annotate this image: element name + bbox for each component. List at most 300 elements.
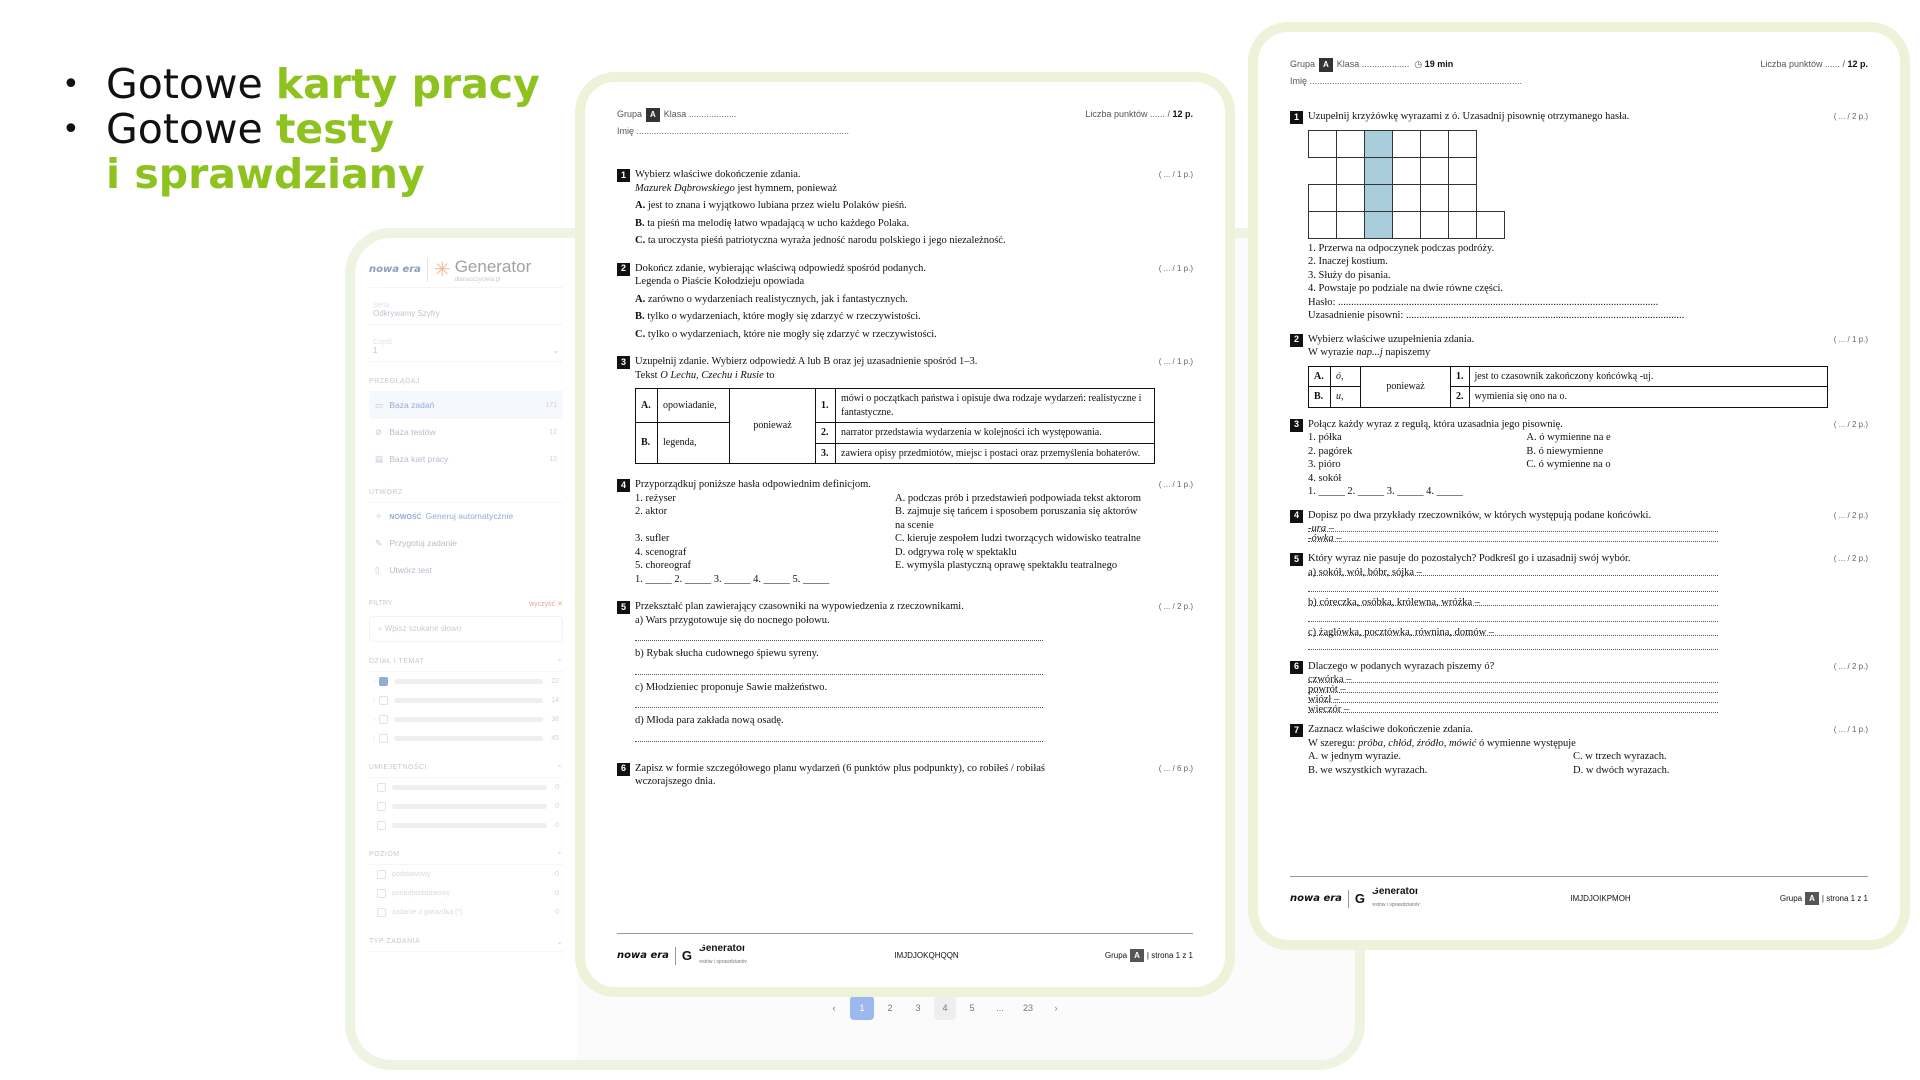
checkbox[interactable]	[377, 908, 386, 917]
document-icon: ▯	[375, 565, 380, 575]
question	[1290, 333, 1868, 408]
generator-logo-icon: G	[681, 947, 693, 963]
points-label: Liczba punktów ...... /	[1760, 59, 1845, 69]
crossword-cell	[1420, 157, 1449, 185]
question-points: ( ... / 1 p.)	[1833, 334, 1868, 344]
option-label: C.	[635, 328, 646, 340]
series-select[interactable]	[369, 296, 563, 325]
section-topic-label: DZIAŁ I TEMAT	[369, 658, 425, 665]
match-term: 1. reżyser	[635, 492, 676, 504]
question-text: Wybierz właściwe dokończenie zdania.	[635, 169, 801, 180]
question-number: 2	[617, 263, 630, 276]
match-item: 1. półka	[1308, 432, 1342, 443]
question-number: 3	[617, 356, 630, 369]
checkbox[interactable]	[377, 889, 386, 898]
answer-table	[635, 388, 1155, 464]
clock-icon: ◷	[1414, 59, 1423, 69]
generator-logo-icon: G	[1354, 890, 1366, 906]
page-ellipsis: ...	[996, 1003, 1004, 1013]
question-number: 3	[1290, 419, 1303, 432]
crossword-cell	[1336, 184, 1365, 212]
headline-line-1	[62, 62, 540, 107]
option-label: A.	[635, 200, 646, 211]
generator-sub: testów i sprawdzianów	[698, 958, 749, 965]
option-text: legenda,	[658, 423, 730, 464]
question-number: 5	[1290, 553, 1303, 566]
sheet-header	[1290, 58, 1868, 72]
section-type-label: TYP ZADANIA	[369, 938, 421, 945]
answer-line	[635, 661, 1043, 675]
checkbox[interactable]	[377, 870, 386, 879]
topic-row[interactable]	[369, 672, 563, 691]
question-text: Wybierz właściwe uzupełnienia zdania.	[1308, 333, 1475, 345]
group-label: Grupa	[1779, 893, 1803, 903]
series-label: Seria	[373, 302, 390, 309]
section-create: UTWÓRZ	[369, 489, 563, 503]
option: D. w dwóch wyrazach.	[1573, 764, 1670, 776]
section-browse: PRZEGLĄDAJ	[369, 378, 563, 392]
question-text: Który wyraz nie pasuje do pozostałych? Podkreśl go i uzasadnij swój wybór.	[1308, 553, 1631, 564]
question-italic: O Lechu, Czechu i Rusie	[660, 369, 764, 381]
headline-text: Gotowe	[106, 60, 276, 108]
divider	[427, 258, 428, 282]
crossword-cell	[1392, 211, 1421, 239]
series-value: Odkrywamy Szyfry	[373, 309, 440, 318]
group-label: Grupa	[1290, 59, 1316, 69]
new-badge: NOWOŚĆ	[389, 514, 422, 521]
sidebar-item-count: 12	[549, 429, 557, 436]
match-rule: B. ó niewymienne	[1526, 445, 1604, 457]
topic-label-blurred	[394, 698, 543, 703]
option: B. we wszystkich wyrazach.	[1308, 764, 1428, 776]
question	[617, 262, 1193, 342]
option-text: ta pieśń ma melodię łatwo wpadającą w ucho każdego Polaka.	[647, 217, 910, 229]
checkbox[interactable]	[377, 802, 386, 811]
checkbox[interactable]	[379, 696, 388, 705]
bullet: •	[62, 112, 80, 147]
topic-count: 38	[551, 716, 559, 723]
topic-count: 22	[551, 678, 559, 685]
question-text: Uzupełnij zdanie. Wybierz odpowiedź A lub B oraz jej uzasadnienie spośród 1–3.	[635, 356, 978, 367]
sidebar-item-label: Baza zadań	[389, 400, 435, 410]
sidebar-item-label: Utwórz test	[389, 565, 432, 575]
level-label: ponadpodstawowy	[392, 890, 450, 897]
skill-row[interactable]	[369, 797, 563, 816]
answer-line: Uzasadnienie pisowni: ..........................................................................................................	[1308, 310, 1685, 321]
answer-line	[1308, 703, 1718, 713]
plan-item: c) Młodzieniec proponuje Sawie małżeństwo.	[635, 681, 828, 693]
crossword-cell	[1420, 211, 1449, 239]
page-button[interactable]: 2	[887, 1003, 893, 1013]
match-grid	[635, 492, 1193, 573]
crossword-cell	[1336, 157, 1365, 185]
clue: 4. Powstaje po podziale na dwie równe części.	[1308, 283, 1504, 294]
part-select[interactable]	[369, 333, 563, 362]
headline-line-2	[62, 107, 540, 152]
pagination	[820, 996, 1070, 1020]
question-number: 5	[617, 601, 630, 614]
question-number: 6	[1290, 661, 1303, 674]
answer-prefix: -ówka –	[1308, 533, 1342, 544]
option	[635, 234, 1193, 248]
option-text: tylko o wydarzeniach, które nie mogły się zdarzyć w rzeczywistości.	[647, 328, 937, 340]
question-text: Dlaczego w podanych wyrazach piszemy ó?	[1308, 660, 1495, 672]
checkbox[interactable]	[379, 734, 388, 743]
filters-header	[369, 600, 563, 608]
sheet-footer	[617, 933, 1193, 969]
match-item: 3. pióro	[1308, 459, 1341, 470]
match-columns	[1308, 431, 1728, 485]
sheet-code: IMJDJOIKPMOH	[1570, 893, 1631, 903]
group-badge: A	[1319, 58, 1333, 72]
question-text: napiszemy	[1382, 347, 1431, 358]
answer-line	[635, 627, 1043, 641]
reason-text: wymienia się ono na o.	[1469, 387, 1828, 408]
chevron-down-icon[interactable]: ⌄	[556, 939, 563, 946]
points-label: Liczba punktów ...... /	[1085, 109, 1170, 119]
next-page-button[interactable]: ›	[1054, 1003, 1058, 1013]
option-text: tylko o wydarzeniach, które mogły się zdarzyć w rzeczywistości.	[647, 311, 921, 322]
level-row[interactable]	[369, 884, 563, 903]
skill-label-blurred	[392, 823, 547, 828]
option-text: opowiadanie,	[658, 389, 730, 423]
sidebar-item-create-test[interactable]	[369, 557, 563, 584]
crossword-cell	[1448, 211, 1477, 239]
question	[617, 168, 1193, 248]
question-points: ( ... / 2 p.)	[1833, 554, 1868, 563]
database-icon: ▭	[375, 400, 384, 410]
page-button[interactable]: 3	[915, 1003, 921, 1013]
crossword-cell	[1448, 130, 1477, 158]
sidebar-item-baza-kart-pracy[interactable]	[369, 446, 563, 473]
sidebar-item-label: Generuj automatycznie	[425, 511, 514, 521]
question	[1290, 660, 1868, 714]
option	[635, 217, 1193, 231]
question-text: Uzupełnij krzyżówkę wyrazami z ó. Uzasadnij pisownię otrzymanego hasła.	[1308, 111, 1630, 122]
checkbox[interactable]	[379, 677, 388, 686]
option: A. w jednym wyrazie.	[1308, 751, 1402, 762]
match-term: 3. sufler	[635, 533, 670, 544]
answer-prefix: b) córeczka, osóbka, królewna, wróżka –	[1308, 596, 1481, 608]
clue: 3. Służy do pisania.	[1308, 269, 1391, 281]
headline-line-3: i sprawdziany	[106, 150, 425, 198]
crossword-cell	[1448, 184, 1477, 212]
skill-row[interactable]	[369, 816, 563, 835]
answer-prefix: powrót –	[1308, 684, 1346, 695]
option-text: ta uroczysta pieśń patriotyczna wyraża jedność narodu polskiego i jego niezależność.	[647, 235, 1006, 246]
option-label: A.	[635, 293, 646, 305]
skill-label-blurred	[392, 785, 547, 790]
name-field: Imię .....................................................................................	[617, 125, 850, 136]
question-points: ( ... / 1 p.)	[1833, 725, 1868, 734]
skill-row[interactable]	[369, 778, 563, 797]
tests-icon: ⊘	[375, 427, 383, 437]
question	[617, 478, 1193, 586]
nowa-era-logo: nowa era	[369, 264, 421, 275]
footer-logo	[617, 942, 748, 969]
chevron-right-icon: ›	[373, 735, 376, 742]
class-field: Klasa ...................	[663, 109, 737, 119]
sidebar-item-count: 171	[545, 402, 557, 409]
question-text: Przekształć plan zawierający czasowniki na wypowiedzenia z rzeczownikami.	[635, 601, 964, 612]
chevron-down-icon: ⌄	[552, 346, 559, 355]
topic-row[interactable]	[369, 729, 563, 748]
checkbox[interactable]	[377, 783, 386, 792]
points-total: 12 p.	[1172, 109, 1193, 119]
crossword-cell	[1448, 157, 1477, 185]
chevron-right-icon: ›	[373, 697, 376, 704]
answer-line	[635, 728, 1043, 742]
question-text: jest hymnem, ponieważ	[734, 182, 837, 194]
topic-count: 14	[551, 697, 559, 704]
answer-prefix: wiózł –	[1308, 694, 1340, 705]
option-label: B.	[635, 311, 645, 322]
section-skills-label: UMIEJĘTNOŚCI	[369, 764, 428, 771]
search-input[interactable]	[369, 616, 563, 642]
reason-text: jest to czasownik zakończony końcówką -uj.	[1469, 366, 1828, 387]
generator-brand	[434, 257, 531, 283]
question-text: Przyporządkuj poniższe hasła odpowiednim definicjom.	[635, 479, 871, 490]
page-button[interactable]: 4	[934, 996, 956, 1020]
question-number: 4	[1290, 510, 1303, 523]
question-text: Dokończ zdanie, wybierając właściwą odpowiedź spośród podanych.	[635, 262, 926, 274]
prev-page-button[interactable]: ‹	[832, 1003, 836, 1013]
question-points: ( ... / 2 p.)	[1833, 510, 1868, 520]
answer-line	[1308, 693, 1718, 703]
topic-label-blurred	[394, 717, 543, 722]
page-button[interactable]: 5	[969, 1003, 975, 1013]
option-label: B.	[635, 217, 645, 229]
name-field: Imię .....................................................................................	[1290, 75, 1523, 86]
chevron-up-icon[interactable]: ⌃	[556, 659, 563, 666]
topic-count: 45	[551, 735, 559, 742]
options-grid	[1308, 750, 1868, 777]
question-number: 4	[617, 479, 630, 492]
crossword-cell	[1392, 157, 1421, 185]
page-button-current[interactable]: 1	[850, 996, 874, 1020]
question-number: 1	[1290, 111, 1303, 124]
question-points: ( ... / 2 p.)	[1833, 661, 1868, 671]
page-number: | strona 1 z 1	[1146, 950, 1193, 960]
question-text: Połącz każdy wyraz z regułą, która uzasadnia jego pisownię.	[1308, 418, 1563, 430]
chevron-up-icon[interactable]: ⌃	[556, 765, 563, 772]
edit-icon: ✎	[375, 538, 383, 548]
match-definition: D. odgrywa rolę w spektaklu	[895, 546, 1017, 558]
bullet: •	[62, 67, 80, 102]
option	[635, 293, 1193, 307]
question-number: 2	[1290, 334, 1303, 347]
part-label: Część	[373, 339, 393, 346]
level-count: 0	[555, 890, 559, 897]
option-text: ó,	[1336, 370, 1344, 382]
filters-label: FILTRY	[369, 600, 393, 607]
level-label: podstawowy	[392, 871, 431, 878]
sheet-footer	[1290, 876, 1868, 912]
generator-sidebar	[355, 238, 577, 1060]
sidebar-item-generate-auto[interactable]	[369, 503, 563, 530]
crossword-cell	[1336, 211, 1365, 239]
option-text: zarówno o wydarzeniach realistycznych, jak i fantastycznych.	[647, 293, 908, 305]
question	[617, 355, 1193, 464]
topic-row[interactable]	[369, 710, 563, 729]
connector: ponieważ	[1361, 366, 1451, 407]
match-item: 2. pagórek	[1308, 445, 1353, 457]
clear-filters-button[interactable]: wyczyść ✕	[529, 601, 563, 608]
footer-logo	[1290, 885, 1421, 912]
group-badge: A	[646, 108, 660, 122]
option-label: A.	[641, 399, 651, 411]
plan-item: d) Młoda para zakłada nową osadę.	[635, 715, 784, 726]
answer-line	[1308, 596, 1718, 606]
level-label: zadanie z gwiazdką (*)	[392, 909, 463, 916]
level-row[interactable]	[369, 865, 563, 884]
answer-line	[1308, 532, 1718, 542]
reason-text: mówi o początkach państwa i opisuje dwa rodzaje wydarzeń: realistyczne i fantastyczne.	[836, 389, 1155, 423]
clue: 1. Przerwa na odpoczynek podczas podróży.	[1308, 242, 1495, 254]
reason-number: 3.	[821, 447, 829, 459]
sparkle-logo-icon: ✳	[433, 259, 451, 281]
match-item: 4. sokół	[1308, 472, 1342, 484]
option-label: B.	[641, 437, 651, 449]
answer-prefix: czwórka –	[1308, 674, 1352, 685]
section-task-type	[369, 938, 563, 952]
crossword-cell	[1308, 130, 1337, 158]
answer-line	[1308, 522, 1718, 532]
crossword-cell	[1420, 184, 1449, 212]
question-points: ( ... / 2 p.)	[1833, 112, 1868, 121]
sidebar-item-label: Przygotuj zadanie	[389, 538, 457, 548]
chevron-up-icon[interactable]: ⌃	[556, 852, 563, 859]
crossword-grid	[1308, 130, 1868, 240]
reason-text: narrator przedstawia wydarzenia w kolejności ich występowania.	[836, 423, 1155, 444]
search-icon: ⌕	[378, 624, 383, 633]
sidebar-item-count: 12	[549, 456, 557, 463]
crossword-cell	[1308, 211, 1337, 239]
match-definition: C. kieruje zespołem ludzi tworzących widowisko teatralne	[895, 533, 1141, 544]
question-points: ( ... / 1 p.)	[1158, 263, 1193, 273]
plan-item: b) Rybak słucha cudownego śpiewu syreny.	[635, 648, 819, 659]
checkbox[interactable]	[379, 715, 388, 724]
section-level-label: POZIOM	[369, 851, 400, 858]
connector: ponieważ	[730, 389, 816, 464]
crossword-cell	[1364, 130, 1393, 158]
question-points: ( ... / 1 p.)	[1158, 480, 1193, 489]
group-label: Grupa	[1104, 950, 1128, 960]
answer-table	[1308, 366, 1828, 408]
question	[1290, 552, 1868, 650]
sidebar-item-prepare-task[interactable]	[369, 530, 563, 557]
question	[1290, 723, 1868, 777]
headline-accent: karty pracy	[275, 60, 540, 108]
reason-text: zawiera opisy przedmiotów, miejsc i postaci oraz przemyślenia bohaterów.	[836, 443, 1155, 464]
question-text: W szeregu:	[1308, 737, 1358, 749]
option: C. w trzech wyrazach.	[1573, 751, 1667, 762]
page-info	[1780, 892, 1868, 906]
option-label: A.	[1314, 370, 1324, 382]
reason-number: 1.	[821, 399, 829, 411]
checkbox[interactable]	[377, 821, 386, 830]
generator-name: Generator	[1371, 886, 1419, 897]
nowa-era-logo: nowa era	[617, 949, 669, 961]
match-rule: A. ó wymienne na e	[1526, 432, 1611, 443]
question-text: Zaznacz właściwe dokończenie zdania.	[1308, 724, 1473, 735]
option-label: B.	[1314, 391, 1324, 402]
sidebar-item-baza-testow[interactable]	[369, 419, 563, 446]
question-text: W wyrazie	[1308, 347, 1357, 358]
question	[617, 762, 1193, 789]
topic-label-blurred	[394, 679, 543, 684]
question	[1290, 110, 1868, 323]
question-number: 1	[617, 169, 630, 182]
group-badge: A	[1130, 949, 1144, 963]
answer-prefix: -ura –	[1308, 523, 1334, 534]
class-field: Klasa ...................	[1336, 59, 1410, 69]
answer-prefix: a) sokół, wół, bóbr, sójka –	[1308, 566, 1422, 578]
crossword-cell	[1308, 184, 1337, 212]
part-value: 1	[373, 346, 378, 355]
generator-footer-brand	[698, 942, 748, 969]
section-topic	[369, 658, 563, 672]
sheet-code: IMJDJOKQHQQN	[894, 950, 959, 960]
question	[617, 600, 1193, 742]
crossword-cell	[1336, 130, 1365, 158]
crossword-cell	[1364, 211, 1393, 239]
skill-count: 0	[555, 822, 559, 829]
crossword-cell	[1476, 211, 1505, 239]
crossword-cell	[1364, 184, 1393, 212]
page-button[interactable]: 23	[1022, 1003, 1033, 1013]
answer-line	[635, 694, 1043, 708]
match-term: 4. scenograf	[635, 546, 687, 558]
generator-name: Generator	[698, 943, 746, 954]
answer-line: 1. _____ 2. _____ 3. _____ 4. _____	[1308, 486, 1463, 497]
topic-row[interactable]	[369, 691, 563, 710]
reason-number: 2.	[1456, 391, 1464, 402]
answer-prefix: wieczór –	[1308, 704, 1350, 715]
level-count: 0	[555, 871, 559, 878]
match-definition: E. wymyśla plastyczną oprawę spektaklu teatralnego	[895, 560, 1118, 571]
answer-line: Hasło: ..........................................................................................................................	[1308, 296, 1659, 308]
question-points: ( ... / 2 p.)	[1833, 419, 1868, 429]
worksheet-icon: ▤	[375, 454, 384, 464]
divider	[1348, 890, 1349, 908]
option	[635, 310, 1193, 324]
answer-line	[1308, 566, 1718, 576]
skill-count: 0	[555, 784, 559, 791]
crossword-cell	[1420, 130, 1449, 158]
plan-item: a) Wars przygotowuje się do nocnego połowu.	[635, 614, 830, 626]
answer-line	[1308, 683, 1718, 693]
nowa-era-logo: nowa era	[1290, 892, 1342, 904]
level-row[interactable]	[369, 903, 563, 922]
app-sub: dlanauczyciela.pl	[454, 276, 501, 283]
headline-text: Gotowe	[106, 105, 276, 153]
question-text: Tekst	[635, 369, 661, 381]
answer-line: 1. _____ 2. _____ 3. _____ 4. _____ 5. _____	[635, 573, 830, 585]
sidebar-item-baza-zadan[interactable]	[369, 392, 563, 419]
question-text: Dopisz po dwa przykłady rzeczowników, w których występują podane końcówki.	[1308, 509, 1652, 521]
question-points: ( ... / 1 p.)	[1158, 357, 1193, 366]
question-points: ( ... / 1 p.)	[1158, 170, 1193, 179]
question-points: ( ... / 6 p.)	[1158, 763, 1193, 773]
chevron-right-icon: ›	[373, 678, 376, 685]
match-term: 2. aktor	[635, 506, 668, 517]
chevron-right-icon: ›	[373, 716, 376, 723]
clue: 2. Inaczej kostium.	[1308, 256, 1388, 267]
group-label: Grupa	[617, 109, 643, 119]
headline-accent: testy	[275, 105, 394, 153]
question-text: ó wymienne występuje	[1476, 737, 1576, 749]
